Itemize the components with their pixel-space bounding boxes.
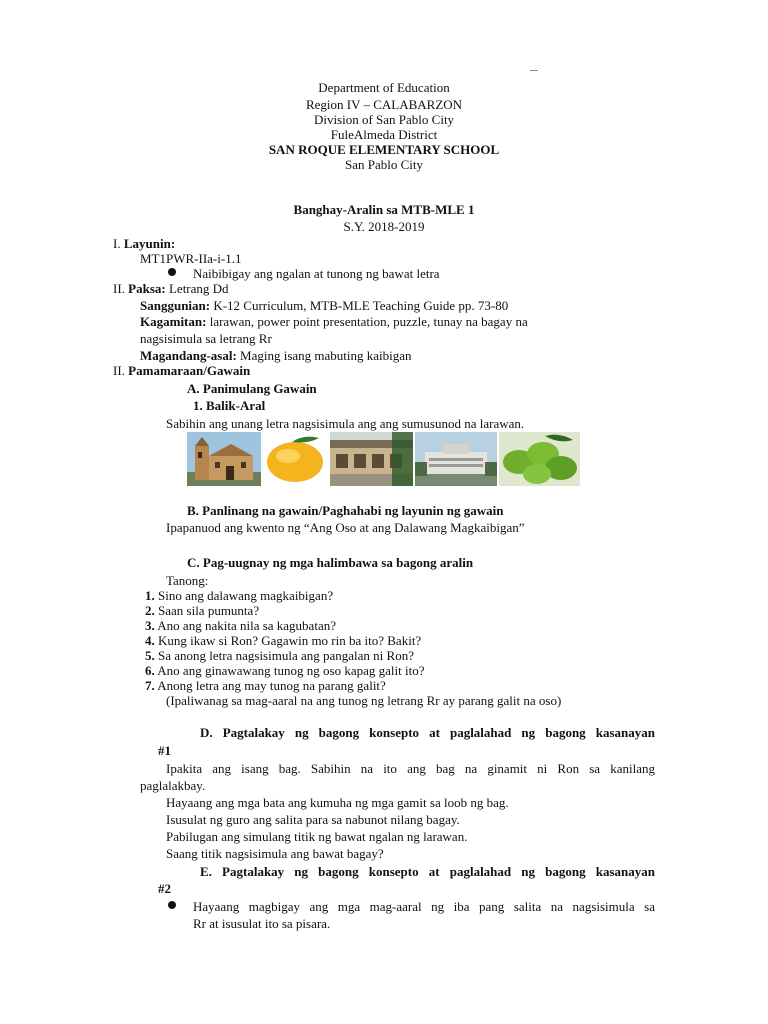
question-number: 7. bbox=[145, 678, 155, 693]
section-a-heading: A. Panimulang Gawain bbox=[187, 381, 317, 396]
layunin-num: I. bbox=[113, 236, 121, 251]
section-e-bullet-1a: Hayaang magbigay ang mga mag-aaral ng iba pang salita na nagsisimula sa bbox=[193, 899, 655, 914]
section-e-number: #2 bbox=[158, 881, 171, 896]
question-text: Sino ang dalawang magkaibigan? bbox=[158, 588, 334, 603]
section-d-number: #1 bbox=[158, 743, 171, 758]
church-photo bbox=[187, 432, 261, 486]
asal-label: Magandang-asal: bbox=[140, 348, 237, 363]
school-building-photo bbox=[330, 432, 413, 486]
section-d-paragraph-3: Isusulat ng guro ang salita para sa nabunot nilang bagay. bbox=[166, 812, 460, 827]
paksa-label: Paksa: bbox=[128, 281, 166, 296]
section-c-note: (Ipaliwanag sa mag-aaral na ang tunog ng letrang Rr ay parang galit na oso) bbox=[166, 693, 562, 708]
header-dept: Department of Education bbox=[318, 80, 450, 95]
section-d-paragraph-1a: Ipakita ang isang bag. Sabihin na ito ang bag na ginamit ni Ron sa kanilang bbox=[166, 761, 655, 776]
sanggunian-value: K-12 Curriculum, MTB-MLE Teaching Guide pp. 73-80 bbox=[213, 298, 509, 313]
kagamitan-label: Kagamitan: bbox=[140, 314, 207, 329]
layunin-code: MT1PWR-IIa-i-1.1 bbox=[140, 251, 242, 266]
kagamitan-value-2: nagsisimula sa letrang Rr bbox=[140, 331, 272, 346]
city-hall-photo bbox=[415, 432, 497, 486]
school-year: S.Y. 2018-2019 bbox=[343, 219, 425, 234]
section-a1-text: Sabihin ang unang letra nagsisimula ang ang sumusunod na larawan. bbox=[166, 416, 525, 431]
header-district: FuleAlmeda District bbox=[330, 127, 438, 142]
header-city: San Pablo City bbox=[344, 157, 423, 172]
section-a1-heading: 1. Balik-Aral bbox=[193, 398, 266, 413]
question-text: Ano ang ginawawang tunog ng oso kapag galit ito? bbox=[157, 663, 425, 678]
paksa-num: II. bbox=[113, 281, 125, 296]
section-d-paragraph-2: Hayaang ang mga bata ang kumuha ng mga gamit sa loob ng bag. bbox=[166, 795, 509, 810]
sanggunian-line bbox=[140, 297, 508, 314]
section-d-paragraph-5: Saang titik nagsisimula ang bawat bagay? bbox=[166, 846, 384, 861]
question-number: 6. bbox=[145, 663, 155, 678]
corner-mark bbox=[530, 70, 538, 71]
section-c-heading: C. Pag-uugnay ng mga halimbawa sa bagong aralin bbox=[187, 555, 474, 570]
header-school: SAN ROQUE ELEMENTARY SCHOOL bbox=[268, 142, 500, 157]
question-text: Anong letra ang may tunog na parang galit? bbox=[157, 678, 386, 693]
pamamaraan-label: Pamamaraan/Gawain bbox=[128, 363, 251, 378]
paksa-value: Letrang Dd bbox=[168, 281, 229, 296]
question-number: 1. bbox=[145, 588, 155, 603]
paksa-heading bbox=[113, 280, 229, 297]
green-mangoes-photo bbox=[499, 432, 580, 486]
layunin-label: Layunin: bbox=[123, 236, 176, 251]
question-text: Sa anong letra nagsisimula ang pangalan ni Ron? bbox=[158, 648, 414, 663]
section-b-text: Ipapanuod ang kwento ng “Ang Oso at ang Dalawang Magkaibigan” bbox=[166, 520, 525, 535]
section-e-bullet-1b: Rr at isusulat ito sa pisara. bbox=[193, 916, 331, 931]
section-d-paragraph-1b: paglalakbay. bbox=[140, 778, 206, 793]
question-text: Saan sila pumunta? bbox=[158, 603, 260, 618]
sanggunian-label: Sanggunian: bbox=[140, 298, 211, 313]
kagamitan-value-1: larawan, power point presentation, puzzle, tunay na bagay na bbox=[209, 314, 528, 329]
question-number: 5. bbox=[145, 648, 155, 663]
question-number: 3. bbox=[145, 618, 155, 633]
pamamaraan-heading bbox=[113, 362, 250, 379]
bullet-icon bbox=[168, 268, 176, 276]
pamamaraan-num: II. bbox=[113, 363, 125, 378]
kagamitan-line bbox=[140, 313, 528, 330]
question-number: 4. bbox=[145, 633, 155, 648]
question-text: Kung ikaw si Ron? Gagawin mo rin ba ito? Bakit? bbox=[158, 633, 422, 648]
section-e-heading: E. Pagtalakay ng bagong konsepto at paglalahad ng bagong kasanayan bbox=[200, 864, 655, 879]
section-d-heading: D. Pagtalakay ng bagong konsepto at paglalahad ng bagong kasanayan bbox=[200, 725, 655, 740]
asal-value: Maging isang mabuting kaibigan bbox=[240, 348, 412, 363]
header-region: Region IV – CALABARZON bbox=[305, 97, 463, 112]
question-text: Ano ang nakita nila sa kagubatan? bbox=[157, 618, 336, 633]
tanong-label: Tanong: bbox=[166, 573, 209, 588]
page-title: Banghay-Aralin sa MTB-MLE 1 bbox=[293, 202, 475, 217]
header-division: Division of San Pablo City bbox=[313, 112, 455, 127]
question-number: 2. bbox=[145, 603, 155, 618]
section-b-heading: B. Panlinang na gawain/Paghahabi ng layunin ng gawain bbox=[187, 503, 504, 518]
mango-photo bbox=[264, 432, 327, 486]
bullet-icon bbox=[168, 901, 176, 909]
section-d-paragraph-4: Pabilugan ang simulang titik ng bawat ngalan ng larawan. bbox=[166, 829, 468, 844]
layunin-bullet-text: Naibibigay ang ngalan at tunong ng bawat letra bbox=[193, 266, 440, 281]
